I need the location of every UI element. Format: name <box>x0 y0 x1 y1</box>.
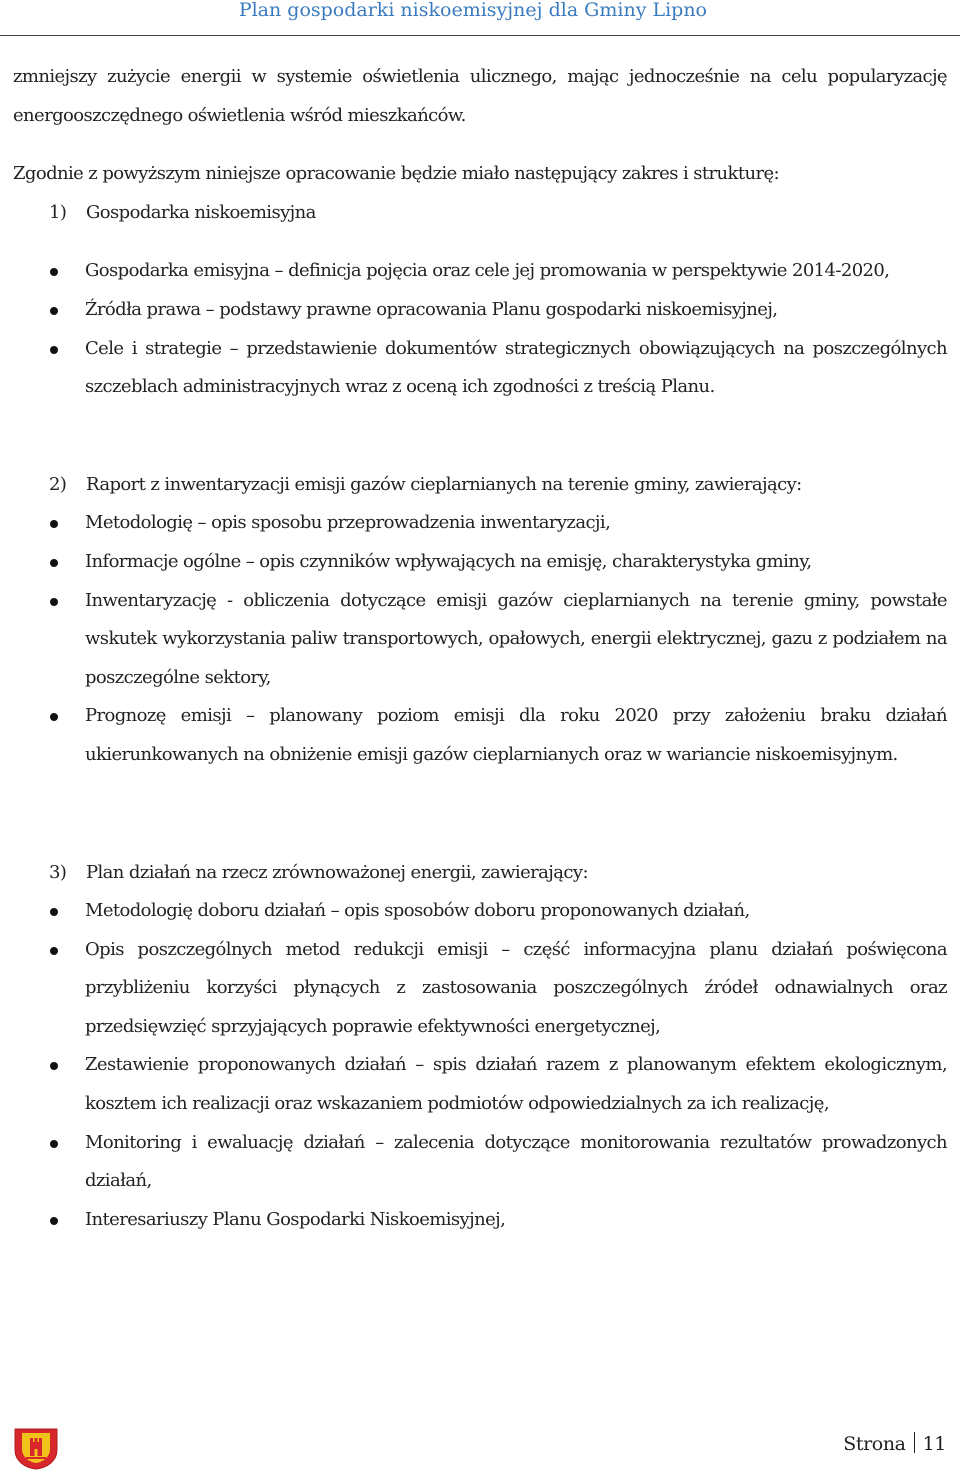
list-item: Cele i strategie – przedstawienie dokumentów strategicznych obowiązujących na poszczególnych szczeblach administracyjnych wraz z oceną ich zgodności z treścią Planu. <box>13 330 947 407</box>
list-item: Prognozę emisji – planowany poziom emisji dla roku 2020 przy założeniu braku działań ukierunkowanych na obniżenie emisji gazów cieplarnianych oraz w wariancie niskoemisyjnym. <box>13 697 947 774</box>
list-item: Monitoring i ewaluację działań – zalecenia dotyczące monitorowania rezultatów prowadzonych działań, <box>13 1124 947 1201</box>
section-title: Gospodarka niskoemisyjna <box>86 201 316 223</box>
section-2-heading <box>13 466 947 505</box>
list-item: Opis poszczególnych metod redukcji emisji – część informacyjna planu działań poświęcona przybliżeniu korzyści płynących z zastosowania poszczególnych źródeł odnawialnych oraz przedsięwzięć sprzyjających poprawie efektywności energetycznej, <box>13 931 947 1047</box>
structure-sentence: Zgodnie z powyższym niniejsze opracowanie będzie miało następujący zakres i strukturę: <box>13 163 779 185</box>
page-number: 11 <box>922 1433 946 1455</box>
bullet-icon <box>50 520 58 528</box>
header-divider <box>0 35 960 36</box>
bullet-icon <box>50 947 58 955</box>
bullet-icon <box>50 346 58 354</box>
document-body <box>13 58 947 1239</box>
list-item: Metodologię – opis sposobu przeprowadzenia inwentaryzacji, <box>13 504 947 543</box>
bullet-icon <box>50 598 58 606</box>
section-title: Raport z inwentaryzacji emisji gazów cieplarnianych na terenie gminy, zawierający: <box>86 473 802 495</box>
section-3-heading <box>13 854 947 893</box>
list-item: Informacje ogólne – opis czynników wpływających na emisję, charakterystyka gminy, <box>13 543 947 582</box>
page-word: Strona <box>843 1433 906 1455</box>
section-number: 2) <box>49 473 67 495</box>
section-number: 1) <box>49 201 67 223</box>
section-title: Plan działań na rzecz zrównoważonej energii, zawierający: <box>86 861 588 883</box>
bullet-icon <box>50 268 58 276</box>
list-item: Zestawienie proponowanych działań – spis działań razem z planowanym efektem ekologicznym, kosztem ich realizacji oraz wskazaniem podmiotów odpowiedzialnych za ich realizację, <box>13 1046 947 1123</box>
municipal-coat-of-arms-icon <box>13 1428 59 1470</box>
bullet-icon <box>50 908 58 916</box>
bullet-icon <box>50 713 58 721</box>
bullet-icon <box>50 307 58 315</box>
list-item: Inwentaryzację - obliczenia dotyczące emisji gazów cieplarnianych na terenie gminy, powstałe wskutek wykorzystania paliw transportowych, opałowych, energii elektrycznej, gazu z podziałem na poszczególne sektory, <box>13 582 947 698</box>
bullet-icon <box>50 1140 58 1148</box>
page-number-label <box>843 1432 946 1455</box>
bullet-icon <box>50 1062 58 1070</box>
list-item: Gospodarka emisyjna – definicja pojęcia oraz cele jej promowania w perspektywie 2014-2020, <box>13 252 947 291</box>
list-item: Źródła prawa – podstawy prawne opracowania Planu gospodarki niskoemisyjnej, <box>13 291 947 330</box>
bullet-icon <box>50 559 58 567</box>
section-number: 3) <box>49 861 67 883</box>
section-1-heading <box>13 194 947 233</box>
intro-continuation: zmniejszy zużycie energii w systemie oświetlenia ulicznego, mając jednocześnie na celu popularyzację energooszczędnego oświetlenia wśród mieszkańców. <box>13 66 947 126</box>
page-header <box>0 0 960 36</box>
page-footer <box>0 1420 960 1474</box>
bullet-icon <box>50 1217 58 1225</box>
document-title: Plan gospodarki niskoemisyjnej dla Gminy Lipno <box>238 0 707 21</box>
list-item: Metodologię doboru działań – opis sposobów doboru proponowanych działań, <box>13 892 947 931</box>
list-item: Interesariuszy Planu Gospodarki Niskoemisyjnej, <box>13 1201 947 1240</box>
page-separator <box>914 1432 915 1453</box>
